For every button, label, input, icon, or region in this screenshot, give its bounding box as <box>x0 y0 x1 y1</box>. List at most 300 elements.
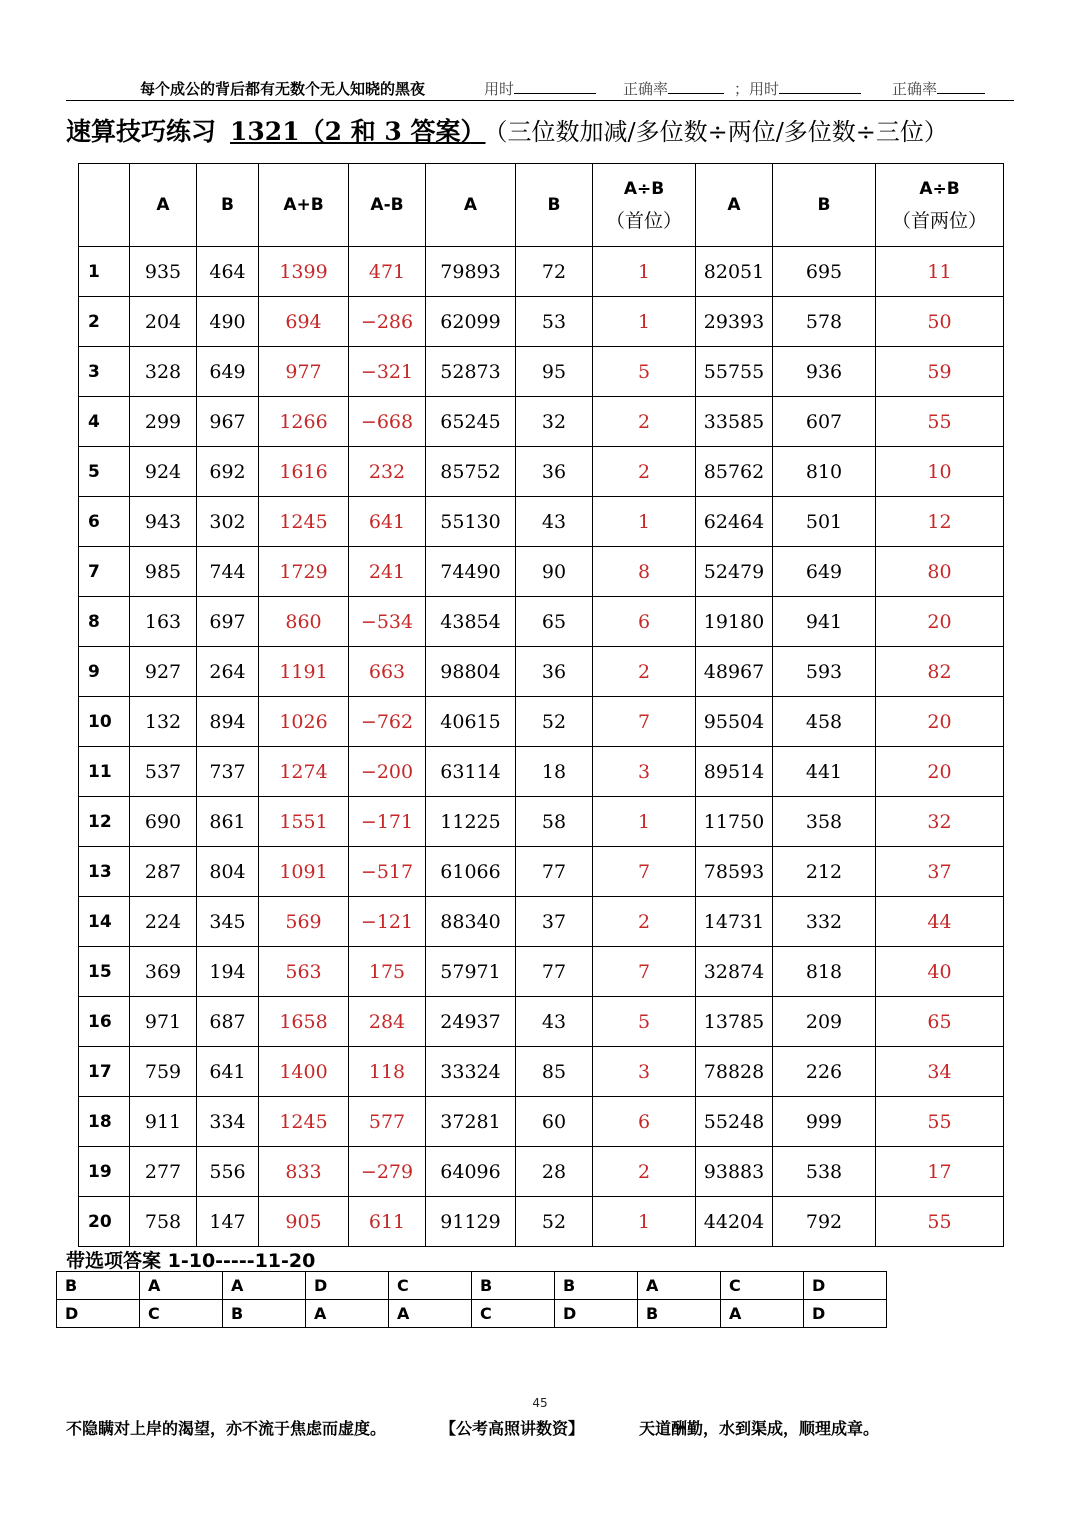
b1-cell: 264 <box>197 647 259 697</box>
sum-cell: 1026 <box>259 697 349 747</box>
diff-cell: 284 <box>349 997 426 1047</box>
b1-cell: 737 <box>197 747 259 797</box>
b1-cell: 556 <box>197 1147 259 1197</box>
a1-cell: 985 <box>130 547 197 597</box>
b2-cell: 53 <box>516 297 593 347</box>
options-row <box>57 1272 887 1300</box>
div2-cell: 55 <box>876 1097 1004 1147</box>
b3-cell: 226 <box>773 1047 876 1097</box>
a1-cell: 943 <box>130 497 197 547</box>
a2-cell: 74490 <box>426 547 516 597</box>
row-index: 10 <box>79 697 130 747</box>
table-row <box>79 347 1004 397</box>
b1-cell: 697 <box>197 597 259 647</box>
option-answer-cell: D <box>57 1300 140 1328</box>
b1-cell: 967 <box>197 397 259 447</box>
a3-cell: 55755 <box>696 347 773 397</box>
div1-cell: 1 <box>593 297 696 347</box>
b2-cell: 90 <box>516 547 593 597</box>
row-index: 6 <box>79 497 130 547</box>
row-index: 12 <box>79 797 130 847</box>
b1-cell: 334 <box>197 1097 259 1147</box>
header-b3: B <box>773 164 876 247</box>
b2-cell: 77 <box>516 847 593 897</box>
diff-cell: 471 <box>349 247 426 297</box>
page-header <box>66 78 1014 101</box>
a2-cell: 43854 <box>426 597 516 647</box>
table-body <box>79 247 1004 1247</box>
a1-cell: 132 <box>130 697 197 747</box>
table-row <box>79 297 1004 347</box>
div2-cell: 32 <box>876 797 1004 847</box>
b3-cell: 209 <box>773 997 876 1047</box>
row-index: 20 <box>79 1197 130 1247</box>
header-div1-note: （首位） <box>605 210 682 232</box>
sum-cell: 1266 <box>259 397 349 447</box>
div1-cell: 5 <box>593 347 696 397</box>
row-index: 9 <box>79 647 130 697</box>
option-answer-cell: C <box>389 1272 472 1300</box>
div2-cell: 37 <box>876 847 1004 897</box>
header-a2: A <box>426 164 516 247</box>
page-number: 45 <box>532 1396 548 1410</box>
b3-cell: 212 <box>773 847 876 897</box>
diff-cell: −321 <box>349 347 426 397</box>
b1-cell: 147 <box>197 1197 259 1247</box>
accuracy-field-1 <box>623 78 724 99</box>
option-answer-cell: B <box>555 1272 638 1300</box>
b2-cell: 72 <box>516 247 593 297</box>
row-index: 14 <box>79 897 130 947</box>
accuracy-label-2: 正确率 <box>892 80 938 98</box>
div2-cell: 55 <box>876 1197 1004 1247</box>
option-answer-cell: B <box>57 1272 140 1300</box>
div1-cell: 2 <box>593 1147 696 1197</box>
row-index: 15 <box>79 947 130 997</box>
div2-cell: 65 <box>876 997 1004 1047</box>
a2-cell: 57971 <box>426 947 516 997</box>
b1-cell: 464 <box>197 247 259 297</box>
a3-cell: 62464 <box>696 497 773 547</box>
sum-cell: 905 <box>259 1197 349 1247</box>
table-row <box>79 797 1004 847</box>
diff-cell: 232 <box>349 447 426 497</box>
b2-cell: 37 <box>516 897 593 947</box>
option-answer-cell: C <box>721 1272 804 1300</box>
a1-cell: 204 <box>130 297 197 347</box>
table-row <box>79 1147 1004 1197</box>
option-answer-cell: B <box>472 1272 555 1300</box>
a2-cell: 62099 <box>426 297 516 347</box>
diff-cell: −200 <box>349 747 426 797</box>
a1-cell: 537 <box>130 747 197 797</box>
a2-cell: 91129 <box>426 1197 516 1247</box>
table-header-row <box>79 164 1004 247</box>
option-answer-cell: A <box>721 1300 804 1328</box>
sum-cell: 1191 <box>259 647 349 697</box>
row-index: 11 <box>79 747 130 797</box>
a3-cell: 32874 <box>696 947 773 997</box>
a2-cell: 11225 <box>426 797 516 847</box>
row-index: 2 <box>79 297 130 347</box>
table-row <box>79 397 1004 447</box>
b3-cell: 941 <box>773 597 876 647</box>
header-div2 <box>876 164 1004 247</box>
header-index <box>79 164 130 247</box>
div1-cell: 2 <box>593 647 696 697</box>
footer-middle: 【公考高照讲数资】 <box>440 1419 585 1438</box>
option-answer-cell: B <box>638 1300 721 1328</box>
b3-cell: 501 <box>773 497 876 547</box>
b1-cell: 744 <box>197 547 259 597</box>
a2-cell: 64096 <box>426 1147 516 1197</box>
a2-cell: 33324 <box>426 1047 516 1097</box>
a1-cell: 369 <box>130 947 197 997</box>
sum-cell: 1729 <box>259 547 349 597</box>
a3-cell: 89514 <box>696 747 773 797</box>
table-row <box>79 947 1004 997</box>
header-div1-label: A÷B <box>623 179 665 199</box>
div1-cell: 2 <box>593 447 696 497</box>
b2-cell: 60 <box>516 1097 593 1147</box>
table-row <box>79 1097 1004 1147</box>
page-title <box>66 112 948 148</box>
div2-cell: 82 <box>876 647 1004 697</box>
a3-cell: 11750 <box>696 797 773 847</box>
diff-cell: 175 <box>349 947 426 997</box>
b2-cell: 77 <box>516 947 593 997</box>
sum-cell: 1616 <box>259 447 349 497</box>
div2-cell: 80 <box>876 547 1004 597</box>
diff-cell: 663 <box>349 647 426 697</box>
sum-cell: 833 <box>259 1147 349 1197</box>
a3-cell: 82051 <box>696 247 773 297</box>
row-index: 19 <box>79 1147 130 1197</box>
options-body <box>57 1272 887 1328</box>
b3-cell: 818 <box>773 947 876 997</box>
div1-cell: 2 <box>593 397 696 447</box>
sum-cell: 1091 <box>259 847 349 897</box>
a2-cell: 40615 <box>426 697 516 747</box>
b1-cell: 861 <box>197 797 259 847</box>
sum-cell: 1245 <box>259 497 349 547</box>
a1-cell: 927 <box>130 647 197 697</box>
header-motto: 每个成公的背后都有无数个无人知晓的黑夜 <box>140 80 426 98</box>
practice-table <box>78 163 1004 1247</box>
table-row <box>79 697 1004 747</box>
sum-cell: 1400 <box>259 1047 349 1097</box>
a3-cell: 29393 <box>696 297 773 347</box>
div1-cell: 1 <box>593 1197 696 1247</box>
sum-cell: 694 <box>259 297 349 347</box>
div1-cell: 2 <box>593 897 696 947</box>
div2-cell: 11 <box>876 247 1004 297</box>
b3-cell: 936 <box>773 347 876 397</box>
option-answer-cell: C <box>472 1300 555 1328</box>
a3-cell: 52479 <box>696 547 773 597</box>
a3-cell: 85762 <box>696 447 773 497</box>
a2-cell: 85752 <box>426 447 516 497</box>
diff-cell: −517 <box>349 847 426 897</box>
b2-cell: 28 <box>516 1147 593 1197</box>
diff-cell: 641 <box>349 497 426 547</box>
div2-cell: 50 <box>876 297 1004 347</box>
a2-cell: 61066 <box>426 847 516 897</box>
b2-cell: 18 <box>516 747 593 797</box>
option-answer-cell: B <box>223 1300 306 1328</box>
div2-cell: 12 <box>876 497 1004 547</box>
sum-cell: 1551 <box>259 797 349 847</box>
header-b2: B <box>516 164 593 247</box>
div1-cell: 7 <box>593 697 696 747</box>
b3-cell: 607 <box>773 397 876 447</box>
header-b1: B <box>197 164 259 247</box>
div2-cell: 17 <box>876 1147 1004 1197</box>
a2-cell: 52873 <box>426 347 516 397</box>
div2-cell: 20 <box>876 697 1004 747</box>
b1-cell: 687 <box>197 997 259 1047</box>
a3-cell: 19180 <box>696 597 773 647</box>
a3-cell: 93883 <box>696 1147 773 1197</box>
title-code: 1321（2 和 3 答案） <box>230 117 486 146</box>
b2-cell: 85 <box>516 1047 593 1097</box>
table-row <box>79 1047 1004 1097</box>
b2-cell: 36 <box>516 647 593 697</box>
sum-cell: 977 <box>259 347 349 397</box>
a1-cell: 163 <box>130 597 197 647</box>
a2-cell: 65245 <box>426 397 516 447</box>
diff-cell: −121 <box>349 897 426 947</box>
div2-cell: 10 <box>876 447 1004 497</box>
b3-cell: 810 <box>773 447 876 497</box>
b3-cell: 458 <box>773 697 876 747</box>
option-answer-cell: A <box>638 1272 721 1300</box>
sum-cell: 1274 <box>259 747 349 797</box>
options-row <box>57 1300 887 1328</box>
b3-cell: 593 <box>773 647 876 697</box>
row-index: 17 <box>79 1047 130 1097</box>
a3-cell: 55248 <box>696 1097 773 1147</box>
table-row <box>79 547 1004 597</box>
div1-cell: 8 <box>593 547 696 597</box>
sum-cell: 860 <box>259 597 349 647</box>
separator: ； <box>734 80 750 98</box>
sum-cell: 563 <box>259 947 349 997</box>
time-label-1: 用时 <box>484 80 515 98</box>
footer-left: 不隐瞒对上岸的渴望，亦不流于焦虑而虚度。 <box>66 1419 387 1438</box>
a3-cell: 14731 <box>696 897 773 947</box>
b3-cell: 538 <box>773 1147 876 1197</box>
a1-cell: 924 <box>130 447 197 497</box>
b2-cell: 52 <box>516 697 593 747</box>
option-answer-cell: D <box>306 1272 389 1300</box>
b1-cell: 894 <box>197 697 259 747</box>
b3-cell: 358 <box>773 797 876 847</box>
diff-cell: 577 <box>349 1097 426 1147</box>
time-field-1 <box>484 78 596 99</box>
div1-cell: 7 <box>593 847 696 897</box>
a2-cell: 98804 <box>426 647 516 697</box>
time-label-2: 用时 <box>749 80 780 98</box>
row-index: 3 <box>79 347 130 397</box>
table-row <box>79 497 1004 547</box>
accuracy-field-2 <box>892 78 985 99</box>
div2-cell: 20 <box>876 597 1004 647</box>
a3-cell: 13785 <box>696 997 773 1047</box>
diff-cell: −286 <box>349 297 426 347</box>
sum-cell: 1658 <box>259 997 349 1047</box>
row-index: 18 <box>79 1097 130 1147</box>
table-row <box>79 747 1004 797</box>
a2-cell: 88340 <box>426 897 516 947</box>
b2-cell: 95 <box>516 347 593 397</box>
div1-cell: 1 <box>593 497 696 547</box>
sum-cell: 569 <box>259 897 349 947</box>
b3-cell: 999 <box>773 1097 876 1147</box>
diff-cell: −762 <box>349 697 426 747</box>
title-name: 速算技巧练习 <box>66 117 217 146</box>
table-row <box>79 597 1004 647</box>
table-row <box>79 647 1004 697</box>
b1-cell: 649 <box>197 347 259 397</box>
a1-cell: 758 <box>130 1197 197 1247</box>
diff-cell: 118 <box>349 1047 426 1097</box>
b1-cell: 804 <box>197 847 259 897</box>
table-row <box>79 897 1004 947</box>
b1-cell: 345 <box>197 897 259 947</box>
accuracy-label-1: 正确率 <box>623 80 669 98</box>
b3-cell: 695 <box>773 247 876 297</box>
row-index: 4 <box>79 397 130 447</box>
row-index: 13 <box>79 847 130 897</box>
div1-cell: 1 <box>593 247 696 297</box>
options-table <box>56 1271 887 1328</box>
div2-cell: 59 <box>876 347 1004 397</box>
a2-cell: 79893 <box>426 247 516 297</box>
b3-cell: 332 <box>773 897 876 947</box>
table-row <box>79 247 1004 297</box>
diff-cell: 611 <box>349 1197 426 1247</box>
div1-cell: 6 <box>593 597 696 647</box>
a1-cell: 277 <box>130 1147 197 1197</box>
b2-cell: 32 <box>516 397 593 447</box>
row-index: 5 <box>79 447 130 497</box>
diff-cell: −171 <box>349 797 426 847</box>
header-div2-note: （首两位） <box>891 210 987 232</box>
div2-cell: 34 <box>876 1047 1004 1097</box>
b2-cell: 65 <box>516 597 593 647</box>
a3-cell: 48967 <box>696 647 773 697</box>
diff-cell: 241 <box>349 547 426 597</box>
a1-cell: 759 <box>130 1047 197 1097</box>
b3-cell: 441 <box>773 747 876 797</box>
row-index: 7 <box>79 547 130 597</box>
b2-cell: 43 <box>516 997 593 1047</box>
header-div2-label: A÷B <box>919 179 960 199</box>
b1-cell: 692 <box>197 447 259 497</box>
a1-cell: 224 <box>130 897 197 947</box>
div1-cell: 1 <box>593 797 696 847</box>
a3-cell: 78593 <box>696 847 773 897</box>
a3-cell: 33585 <box>696 397 773 447</box>
a1-cell: 328 <box>130 347 197 397</box>
a1-cell: 287 <box>130 847 197 897</box>
a3-cell: 78828 <box>696 1047 773 1097</box>
options-title: 带选项答案 1-10-----11-20 <box>66 1250 316 1272</box>
div2-cell: 20 <box>876 747 1004 797</box>
option-answer-cell: A <box>223 1272 306 1300</box>
b2-cell: 43 <box>516 497 593 547</box>
row-index: 1 <box>79 247 130 297</box>
b3-cell: 792 <box>773 1197 876 1247</box>
b2-cell: 52 <box>516 1197 593 1247</box>
diff-cell: −279 <box>349 1147 426 1197</box>
option-answer-cell: D <box>804 1272 887 1300</box>
a2-cell: 37281 <box>426 1097 516 1147</box>
header-div1 <box>593 164 696 247</box>
div2-cell: 40 <box>876 947 1004 997</box>
header-sum: A+B <box>259 164 349 247</box>
a3-cell: 95504 <box>696 697 773 747</box>
header-a1: A <box>130 164 197 247</box>
table-row <box>79 447 1004 497</box>
div1-cell: 3 <box>593 1047 696 1097</box>
b1-cell: 194 <box>197 947 259 997</box>
footer-right: 天道酬勤，水到渠成，顺理成章。 <box>639 1419 880 1438</box>
row-index: 8 <box>79 597 130 647</box>
diff-cell: −534 <box>349 597 426 647</box>
b1-cell: 490 <box>197 297 259 347</box>
option-answer-cell: A <box>140 1272 223 1300</box>
a1-cell: 299 <box>130 397 197 447</box>
div1-cell: 3 <box>593 747 696 797</box>
a2-cell: 63114 <box>426 747 516 797</box>
div1-cell: 6 <box>593 1097 696 1147</box>
a2-cell: 24937 <box>426 997 516 1047</box>
div2-cell: 44 <box>876 897 1004 947</box>
b1-cell: 302 <box>197 497 259 547</box>
table-row <box>79 997 1004 1047</box>
div1-cell: 7 <box>593 947 696 997</box>
b3-cell: 649 <box>773 547 876 597</box>
a2-cell: 55130 <box>426 497 516 547</box>
table-row <box>79 1197 1004 1247</box>
a1-cell: 690 <box>130 797 197 847</box>
b2-cell: 58 <box>516 797 593 847</box>
b2-cell: 36 <box>516 447 593 497</box>
sum-cell: 1245 <box>259 1097 349 1147</box>
option-answer-cell: D <box>804 1300 887 1328</box>
header-diff: A-B <box>349 164 426 247</box>
option-answer-cell: C <box>140 1300 223 1328</box>
table-row <box>79 847 1004 897</box>
option-answer-cell: D <box>555 1300 638 1328</box>
time-field-2 <box>734 78 861 99</box>
a3-cell: 44204 <box>696 1197 773 1247</box>
option-answer-cell: A <box>389 1300 472 1328</box>
title-subtitle: （三位数加减/多位数÷两位/多位数÷三位） <box>495 118 948 146</box>
option-answer-cell: A <box>306 1300 389 1328</box>
div2-cell: 55 <box>876 397 1004 447</box>
a1-cell: 971 <box>130 997 197 1047</box>
header-a3: A <box>696 164 773 247</box>
a1-cell: 911 <box>130 1097 197 1147</box>
div1-cell: 5 <box>593 997 696 1047</box>
sum-cell: 1399 <box>259 247 349 297</box>
row-index: 16 <box>79 997 130 1047</box>
b3-cell: 578 <box>773 297 876 347</box>
diff-cell: −668 <box>349 397 426 447</box>
